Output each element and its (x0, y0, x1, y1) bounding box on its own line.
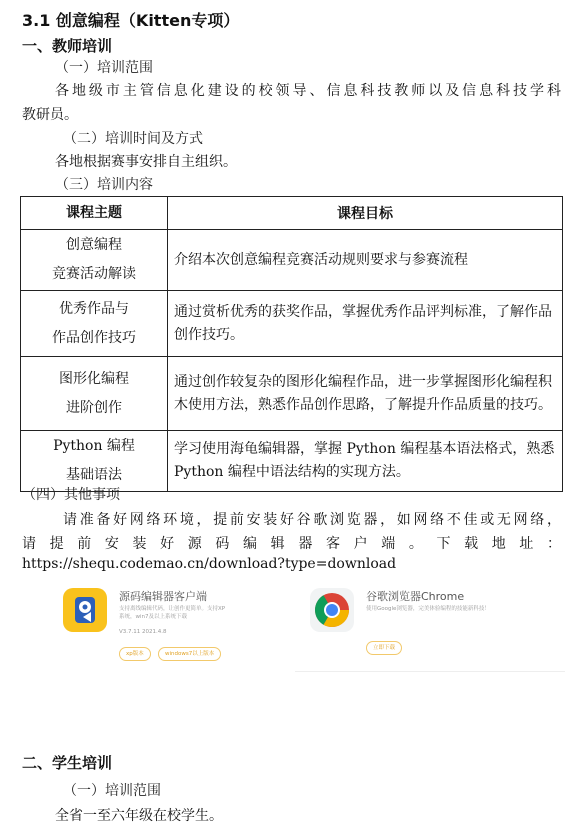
topic-line: Python 编程 (53, 438, 135, 454)
table-row (21, 291, 563, 357)
download-apps-panel (55, 583, 565, 675)
topic-line: 进阶创作 (66, 399, 122, 416)
table-cell-goal: 介绍本次创意编程竞赛活动规则要求与参赛流程 (168, 230, 563, 291)
code-editor-app-version: V3.7.11 2021.4.8 (119, 629, 167, 635)
win7-version-button[interactable]: windows7以上版本 (158, 647, 221, 661)
table-cell-topic (21, 291, 168, 357)
teacher-content-heading: （三）培训内容 (55, 177, 153, 193)
section-title: 3.1 创意编程（Kitten专项） (22, 11, 240, 30)
topic-line: 竞赛活动解读 (52, 266, 136, 282)
chrome-app-title: 谷歌浏览器Chrome (366, 590, 465, 603)
table-row (21, 357, 563, 431)
code-editor-app-card[interactable] (63, 583, 303, 675)
course-table (20, 196, 563, 492)
student-training-heading: 二、学生培训 (22, 754, 113, 772)
table-cell-goal: 通过创作较复杂的图形化编程作品，进一步掌握图形化编程积木使用方法，熟悉作品创作思路，了解提升作品质量的技巧。 (168, 357, 563, 431)
teacher-scope-line1: 各地级市主管信息化建设的校领导、信息科技教师以及信息科技学科 (55, 83, 561, 99)
code-editor-app-desc: 支持离线编辑代码，让创作更简单。支持XP系统，win7及以上系统下载 (119, 606, 226, 620)
table-row (21, 431, 563, 492)
chrome-download-button[interactable]: 立即下载 (366, 641, 402, 655)
code-editor-app-title: 源码编辑器客户端 (119, 590, 207, 603)
other-matters-heading: （四）其他事项 (22, 487, 120, 503)
other-matters-line1: 请准备好网络环境，提前安装好谷歌浏览器，如网络不佳或无网络， (63, 512, 561, 528)
divider (295, 671, 565, 672)
table-cell-topic (21, 357, 168, 431)
chrome-app-desc: 使用Google浏览器，完美体验编程的技能新科技！ (366, 606, 490, 612)
table-header-topic: 课程主题 (21, 197, 168, 230)
teacher-scope-heading: （一）培训范围 (55, 60, 153, 76)
table-cell-topic (21, 431, 168, 492)
student-scope-heading: （一）培训范围 (63, 783, 161, 799)
topic-line: 基础语法 (66, 467, 122, 483)
teacher-scope-line2: 教研员。 (22, 107, 78, 123)
table-header-goal: 课程目标 (168, 197, 563, 230)
table-cell-topic (21, 230, 168, 291)
xp-version-button[interactable]: xp版本 (119, 647, 151, 661)
table-cell-goal: 学习使用海龟编辑器，掌握 Python 编程基本语法格式，熟悉 Python 编程中语法结构的实现方法。 (168, 431, 563, 492)
download-url-link[interactable]: https://shequ.codemao.cn/download?type=download (22, 556, 397, 572)
table-cell-goal: 通过赏析优秀的获奖作品，掌握优秀作品评判标准，了解作品创作技巧。 (168, 291, 563, 357)
table-header-row (21, 197, 563, 230)
topic-line: 作品创作技巧 (52, 329, 136, 346)
code-editor-icon (63, 588, 107, 632)
teacher-time-heading: （二）培训时间及方式 (63, 131, 203, 147)
topic-line: 图形化编程 (59, 370, 129, 387)
teacher-training-heading: 一、教师培训 (22, 37, 113, 55)
chrome-app-card[interactable] (310, 583, 565, 675)
topic-line: 创意编程 (66, 237, 122, 253)
topic-line: 优秀作品与 (59, 300, 129, 317)
student-scope-text: 全省一至六年级在校学生。 (55, 808, 223, 824)
table-row (21, 230, 563, 291)
chrome-icon (310, 588, 354, 632)
teacher-time-text: 各地根据赛事安排自主组织。 (55, 154, 237, 170)
other-matters-line2: 请提前安装好源码编辑器客户端。下载地址： (22, 536, 561, 552)
